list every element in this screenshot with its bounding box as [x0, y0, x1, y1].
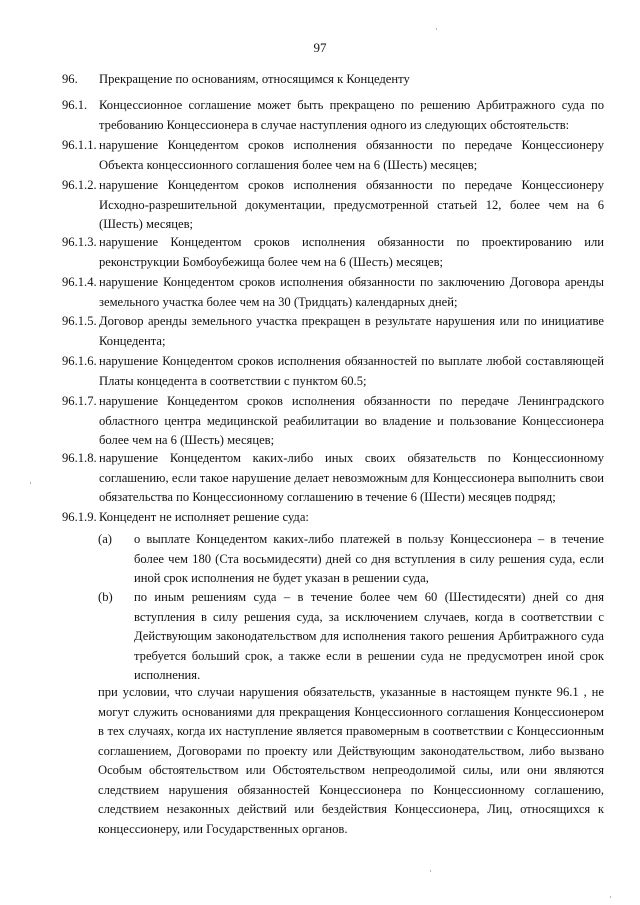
clause-number: 96.1.4.: [62, 275, 97, 289]
subclause-text: по иным решениям суда – в течение более чем 60 (Шестидесяти) дней со дня вступления в силу решения суда, за исключением случаев, когда в соответствии с Действующим законодательством для исполнения такого решения Арбитражного суда требуется больший срок, а также если в решении суда не предусмотрен иной срок исполнения.: [134, 590, 604, 682]
clause-text: Договор аренды земельного участка прекращен в результате нарушения или по инициативе Концедента;: [99, 314, 604, 348]
clause-text: нарушение Концедентом сроков исполнения обязанности по проектированию или реконструкции Бомбоубежища более чем на 6 (Шесть) месяцев;: [99, 235, 604, 269]
scan-speck: [610, 896, 611, 898]
clause-number: 96.1.7.: [62, 394, 97, 408]
clause-text: нарушение Концедентом сроков исполнения обязанности по передаче Концессионеру Объекта концессионного соглашения более чем на 6 (Шесть) месяцев;: [99, 138, 604, 172]
clause-text: нарушение Концедентом сроков исполнения обязанности по передаче Концессионеру Исходно-разрешительной документации, предусмотренной статьей 12, более чем на 6 (Шесть) месяцев;: [99, 178, 604, 231]
clause-number: 96.1.2.: [62, 178, 97, 192]
scan-speck: [430, 870, 431, 872]
scan-speck: [30, 482, 31, 484]
subclause-label: (a): [98, 532, 112, 546]
page-number: 97: [313, 40, 327, 55]
proviso-text: при условии, что случаи нарушения обязательств, указанные в настоящем пункте 96.1 , не могут служить основаниями для прекращения Концессионного соглашения Концессионером в тех случаях, когда их наступление является правомерным в соответствии с Концессионным соглашением, Договорами по проекту или Действующим законодательством, либо вызвано Особым обстоятельством или Обстоятельством непреодолимой силы, или они являются следствием нарушения обязанностей Концессионера по Концессионному соглашению, следствием незаконных действий или бездействия Концессионера, Лиц, относящихся к концессионеру, или Государственных органов.: [98, 685, 604, 836]
clause-number: 96.1.8.: [62, 451, 97, 465]
clause-text: нарушение Концедентом сроков исполнения обязанности по передаче Ленинградского областного центра медицинской реабилитации во владение и пользование Концессионера более чем на 6 (Шесть) месяцев;: [99, 394, 604, 447]
section-title: Прекращение по основаниям, относящимся к Концеденту: [99, 72, 410, 86]
clause-text: нарушение Концедентом сроков исполнения обязанности по заключению Договора аренды земельного участка более чем на 30 (Тридцать) календарных дней;: [99, 275, 604, 309]
clause-number: 96.1.5.: [62, 314, 97, 328]
clause-text: нарушение Концедентом каких-либо иных своих обязательств по Концессионному соглашению, если такое нарушение делает невозможным для Концессионера выполнить свои обязательства по Концессионному соглашению в течение 6 (Шести) месяцев подряд;: [99, 451, 604, 504]
clause-text: Концедент не исполняет решение суда:: [99, 510, 309, 524]
clause-number: 96.1.3.: [62, 235, 97, 249]
clause-text: нарушение Концедентом сроков исполнения обязанностей по выплате любой составляющей Платы концедента в соответствии с пунктом 60.5;: [99, 354, 604, 388]
clause-number: 96.1.6.: [62, 354, 97, 368]
subclause-label: (b): [98, 590, 113, 604]
scan-speck: [436, 28, 437, 30]
section-number: 96.: [62, 72, 78, 86]
subclause-text: о выплате Концедентом каких-либо платежей в пользу Концессионера – в течение более чем 180 (Ста восьмидесяти) дней со дня вступления в силу решения суда, если иной срок исполнения не будет указан в решении суда,: [134, 532, 604, 585]
clause-number: 96.1.9.: [62, 510, 97, 524]
clause-number: 96.1.1.: [62, 138, 97, 152]
clause-number: 96.1.: [62, 98, 88, 112]
clause-text: Концессионное соглашение может быть прекращено по решению Арбитражного суда по требованию Концессионера в случае наступления одного из следующих обстоятельств:: [99, 98, 604, 132]
